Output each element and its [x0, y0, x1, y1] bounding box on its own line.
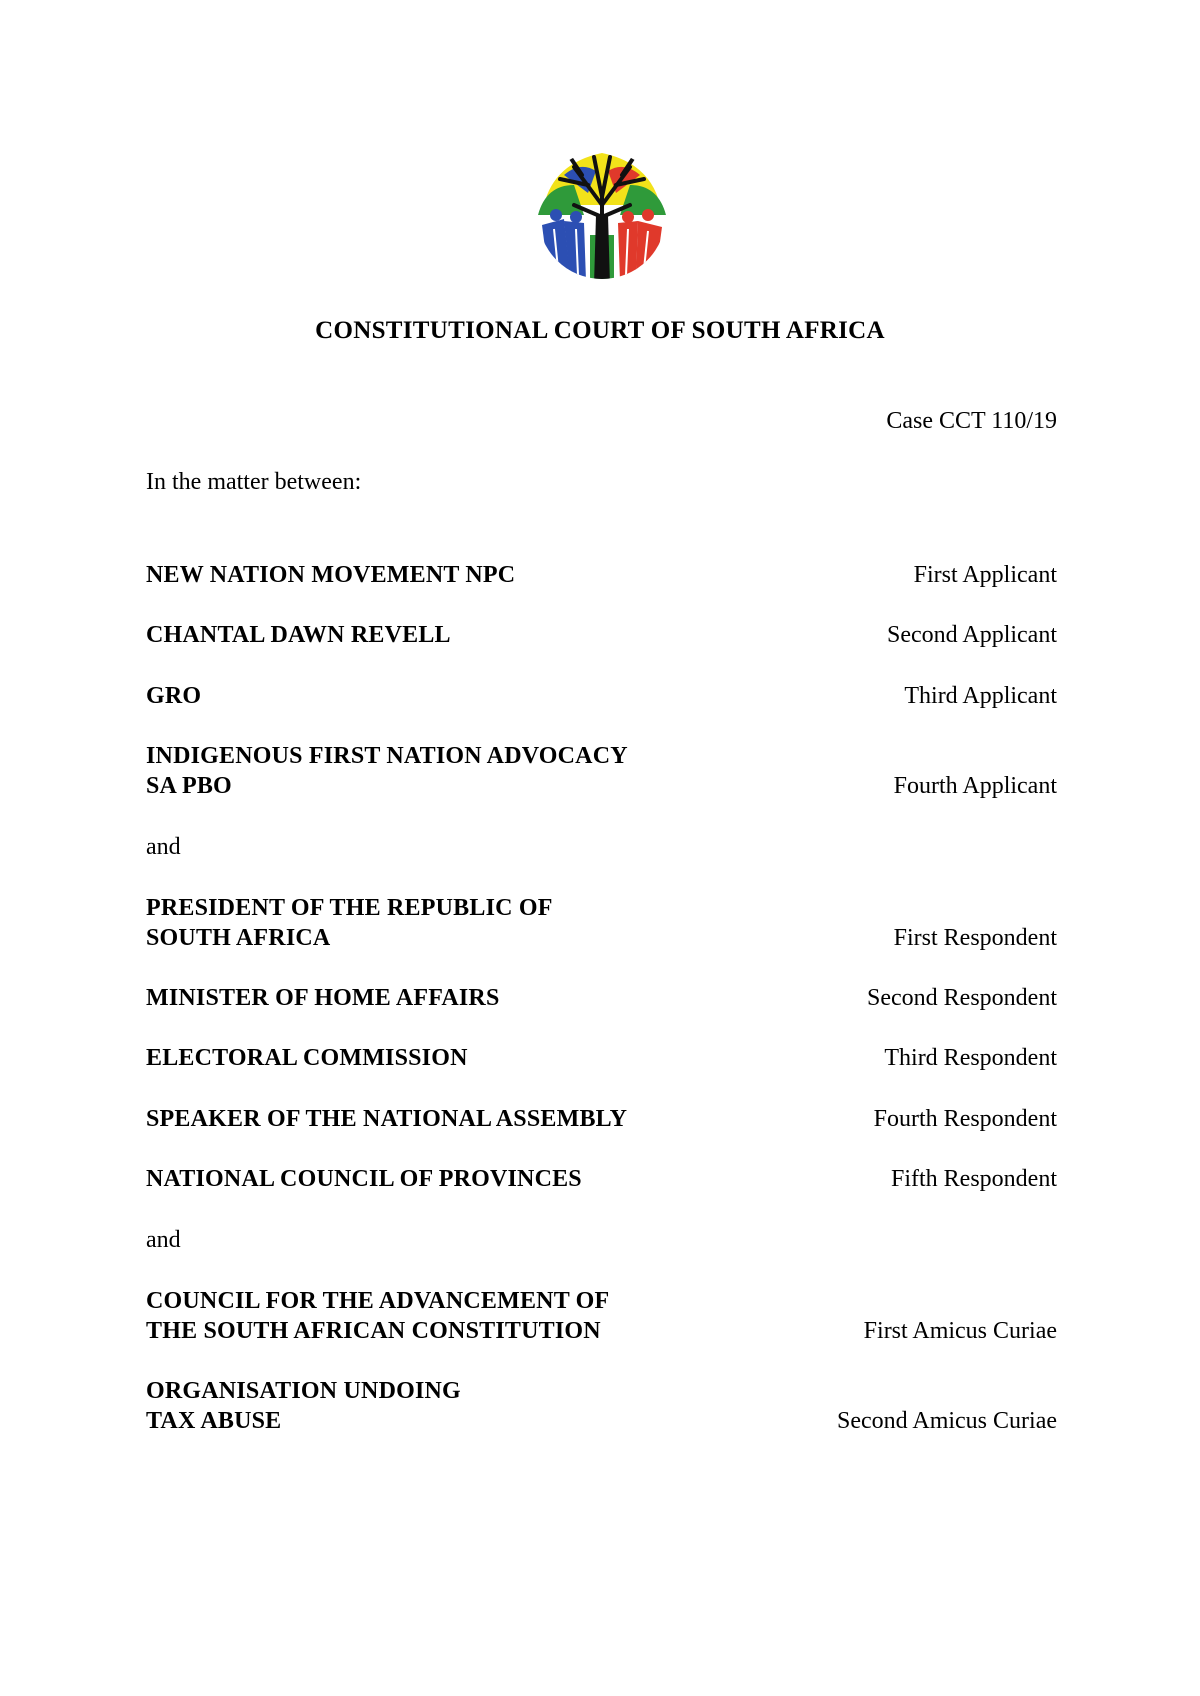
and-separator: and — [146, 834, 181, 860]
party-row — [146, 1376, 1057, 1436]
party-name: NATIONAL COUNCIL OF PROVINCES — [146, 1166, 582, 1192]
court-title: CONSTITUTIONAL COURT OF SOUTH AFRICA — [315, 317, 885, 344]
case-number: Case CCT 110/19 — [886, 408, 1057, 434]
party-row — [146, 1104, 1057, 1134]
intro-text: In the matter between: — [146, 469, 362, 495]
party-row — [146, 681, 1057, 711]
party-name: ELECTORAL COMMISSION — [146, 1045, 468, 1071]
party-name: ORGANISATION UNDOING TAX ABUSE — [146, 1378, 461, 1434]
party-name: GRO — [146, 683, 202, 709]
party-role: Fourth Respondent — [873, 1106, 1057, 1132]
party-role: Fifth Respondent — [891, 1166, 1057, 1192]
party-row — [146, 1164, 1057, 1194]
party-name: MINISTER OF HOME AFFAIRS — [146, 985, 500, 1011]
party-role: First Applicant — [913, 562, 1057, 588]
court-tree-logo-icon — [534, 145, 670, 285]
party-row — [146, 1043, 1057, 1073]
party-name: INDIGENOUS FIRST NATION ADVOCACY SA PBO — [146, 743, 628, 799]
party-role: Third Respondent — [884, 1045, 1057, 1071]
party-role: Third Applicant — [904, 683, 1057, 709]
party-name: CHANTAL DAWN REVELL — [146, 622, 451, 648]
party-name: SPEAKER OF THE NATIONAL ASSEMBLY — [146, 1106, 628, 1132]
party-role: Second Applicant — [887, 622, 1057, 648]
party-row — [146, 983, 1057, 1013]
party-role: Fourth Applicant — [893, 773, 1057, 799]
party-row — [146, 620, 1057, 650]
party-row — [146, 1286, 1057, 1346]
party-name: PRESIDENT OF THE REPUBLIC OF SOUTH AFRICA — [146, 895, 553, 951]
party-role: First Amicus Curiae — [863, 1318, 1057, 1344]
party-role: Second Respondent — [867, 985, 1057, 1011]
party-role: Second Amicus Curiae — [837, 1408, 1057, 1434]
party-row — [146, 560, 1057, 590]
party-name: COUNCIL FOR THE ADVANCEMENT OF THE SOUTH AFRICAN CONSTITUTION — [146, 1288, 610, 1344]
party-name: NEW NATION MOVEMENT NPC — [146, 562, 516, 588]
party-row — [146, 893, 1057, 953]
party-row — [146, 741, 1057, 801]
and-separator: and — [146, 1227, 181, 1253]
party-role: First Respondent — [893, 925, 1057, 951]
